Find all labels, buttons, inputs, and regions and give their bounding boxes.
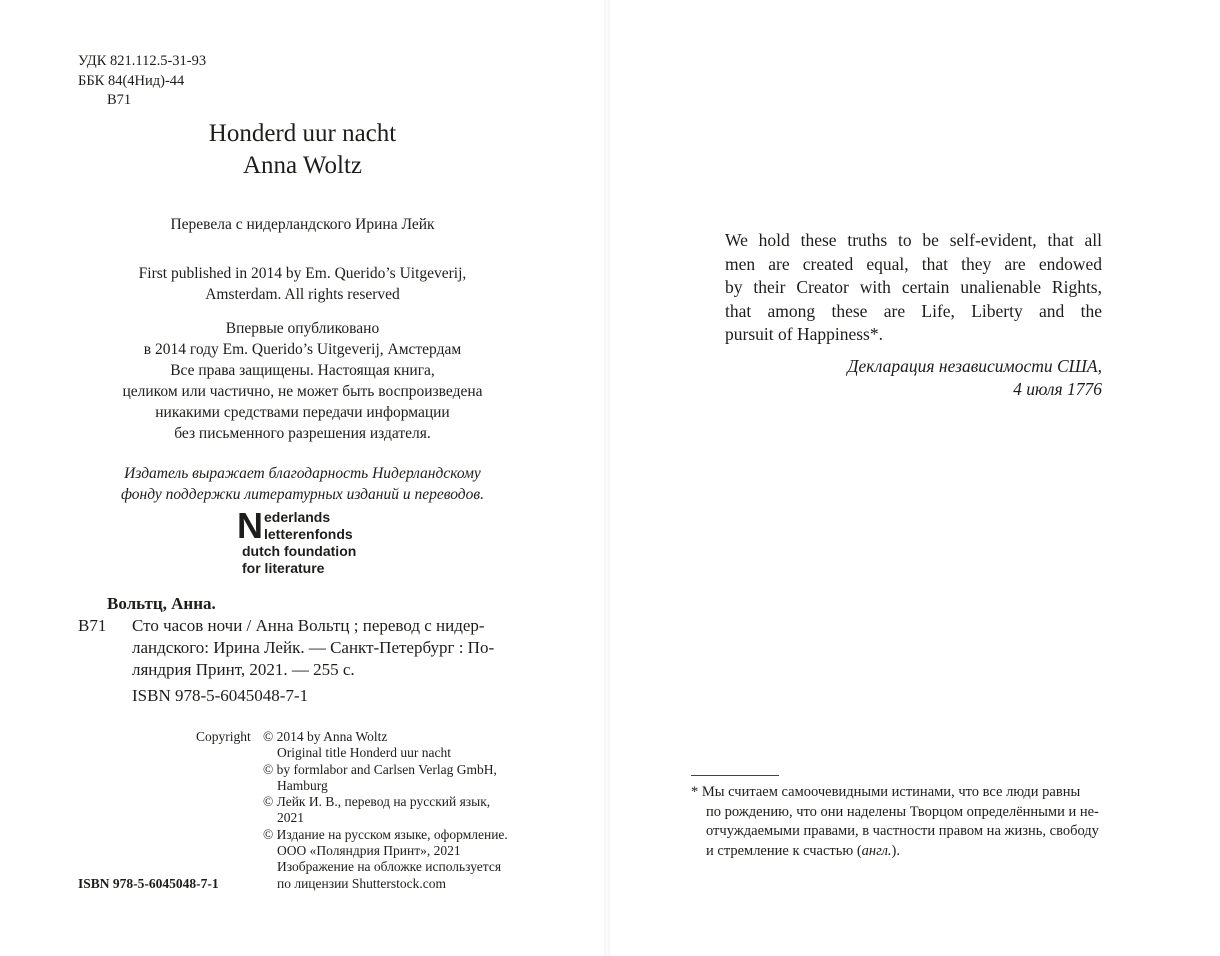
copyright-line: по лицензии Shutterstock.com bbox=[277, 876, 447, 891]
footnote bbox=[691, 783, 1099, 861]
footnote-rule bbox=[691, 775, 779, 776]
gratitude-line: Издатель выражает благодарность Нидерландскому bbox=[124, 465, 481, 482]
first-published-line: Amsterdam. All rights reserved bbox=[205, 286, 400, 303]
logo-line: for literature bbox=[242, 560, 325, 576]
rights-ru-line: целиком или частично, не может быть воспроизведена bbox=[122, 383, 483, 400]
footnote-line: * Мы считаем самоочевидными истинами, что все люди равны bbox=[691, 784, 1081, 800]
copyright-line: © by formlabor and Carlsen Verlag GmbH, bbox=[263, 762, 497, 777]
rights-ru-line: в 2014 году Em. Querido’s Uitgeverij, Амстердам bbox=[143, 341, 462, 358]
epigraph-line: by their Creator with certain unalienable Rights, bbox=[725, 277, 1102, 297]
bib-author-heading: Вольтц, Анна. bbox=[107, 594, 216, 613]
logo-line: dutch foundation bbox=[242, 543, 357, 559]
logo-line: ederlands bbox=[264, 509, 331, 525]
footnote-end: ). bbox=[891, 842, 900, 859]
author-mark: В71 bbox=[107, 92, 132, 108]
bbk-code: ББК 84(4Нид)-44 bbox=[78, 73, 185, 89]
copyright-line: 2021 bbox=[277, 810, 304, 825]
logo-letter: N bbox=[237, 505, 263, 546]
logo-line: letterenfonds bbox=[264, 526, 353, 542]
copyright-line: Hamburg bbox=[277, 778, 328, 793]
copyright-label: Copyright bbox=[196, 729, 251, 744]
bib-mark: В71 bbox=[78, 616, 107, 635]
footnote-text: и стремление к счастью ( bbox=[706, 842, 862, 859]
copyright-line: Original title Honderd uur nacht bbox=[277, 745, 451, 760]
udk-code: УДК 821.112.5-31-93 bbox=[78, 53, 207, 69]
logo-text bbox=[242, 509, 357, 577]
rights-ru-line: Все права защищены. Настоящая книга, bbox=[170, 362, 435, 379]
epigraph-line: men are created equal, that they are endowed bbox=[725, 253, 1102, 274]
bib-line: Сто часов ночи / Анна Вольтц ; перевод с нидер- bbox=[132, 616, 485, 635]
epigraph-line: that among these are Life, Liberty and the bbox=[725, 300, 1102, 321]
footnote-lang: англ. bbox=[861, 842, 892, 859]
copyright-line: © Лейк И. В., перевод на русский язык, bbox=[263, 794, 491, 809]
epigraph bbox=[725, 229, 1102, 402]
isbn-bottom: ISBN 978-5-6045048-7-1 bbox=[78, 876, 219, 891]
epigraph-attribution: Декларация независимости США, bbox=[847, 355, 1102, 376]
epigraph-line: We hold these truths to be self-evident, that all bbox=[725, 230, 1102, 250]
rights-ru-line: без письменного разрешения издателя. bbox=[174, 425, 431, 442]
translator-credit: Перевела с нидерландского Ирина Лейк bbox=[170, 216, 435, 233]
gratitude-line: фонду поддержки литературных изданий и переводов. bbox=[121, 486, 484, 503]
letterenfonds-logo bbox=[237, 505, 357, 577]
copyright-line: ООО «Поляндрия Принт», 2021 bbox=[277, 843, 461, 858]
bib-line: ляндрия Принт, 2021. — 255 с. bbox=[132, 660, 355, 679]
bib-line: ландского: Ирина Лейк. — Санкт-Петербург : По- bbox=[132, 638, 495, 657]
copyright-line: © 2014 by Anna Woltz bbox=[263, 729, 388, 744]
footnote-line bbox=[691, 842, 1099, 862]
footnote-line: по рождению, что они наделены Творцом определёнными и не- bbox=[706, 803, 1099, 820]
left-page-imprint bbox=[0, 0, 605, 956]
epigraph-line: pursuit of Happiness*. bbox=[725, 324, 883, 344]
copyright-line: Изображение на обложке используется bbox=[277, 859, 502, 874]
rights-ru-line: Впервые опубликовано bbox=[225, 320, 380, 337]
bib-isbn: ISBN 978-5-6045048-7-1 bbox=[132, 686, 309, 705]
epigraph-date: 4 июля 1776 bbox=[1013, 379, 1102, 399]
copyright-line: © Издание на русском языке, оформление. bbox=[263, 827, 508, 842]
original-author: Anna Woltz bbox=[242, 152, 363, 179]
rights-ru-line: никакими средствами передачи информации bbox=[155, 404, 450, 421]
footnote-line: отчуждаемыми правами, в частности правом на жизнь, свободу bbox=[706, 823, 1099, 839]
first-published-line: First published in 2014 by Em. Querido’s Uitgeverij, bbox=[138, 265, 467, 282]
original-title: Honderd uur nacht bbox=[208, 120, 397, 147]
